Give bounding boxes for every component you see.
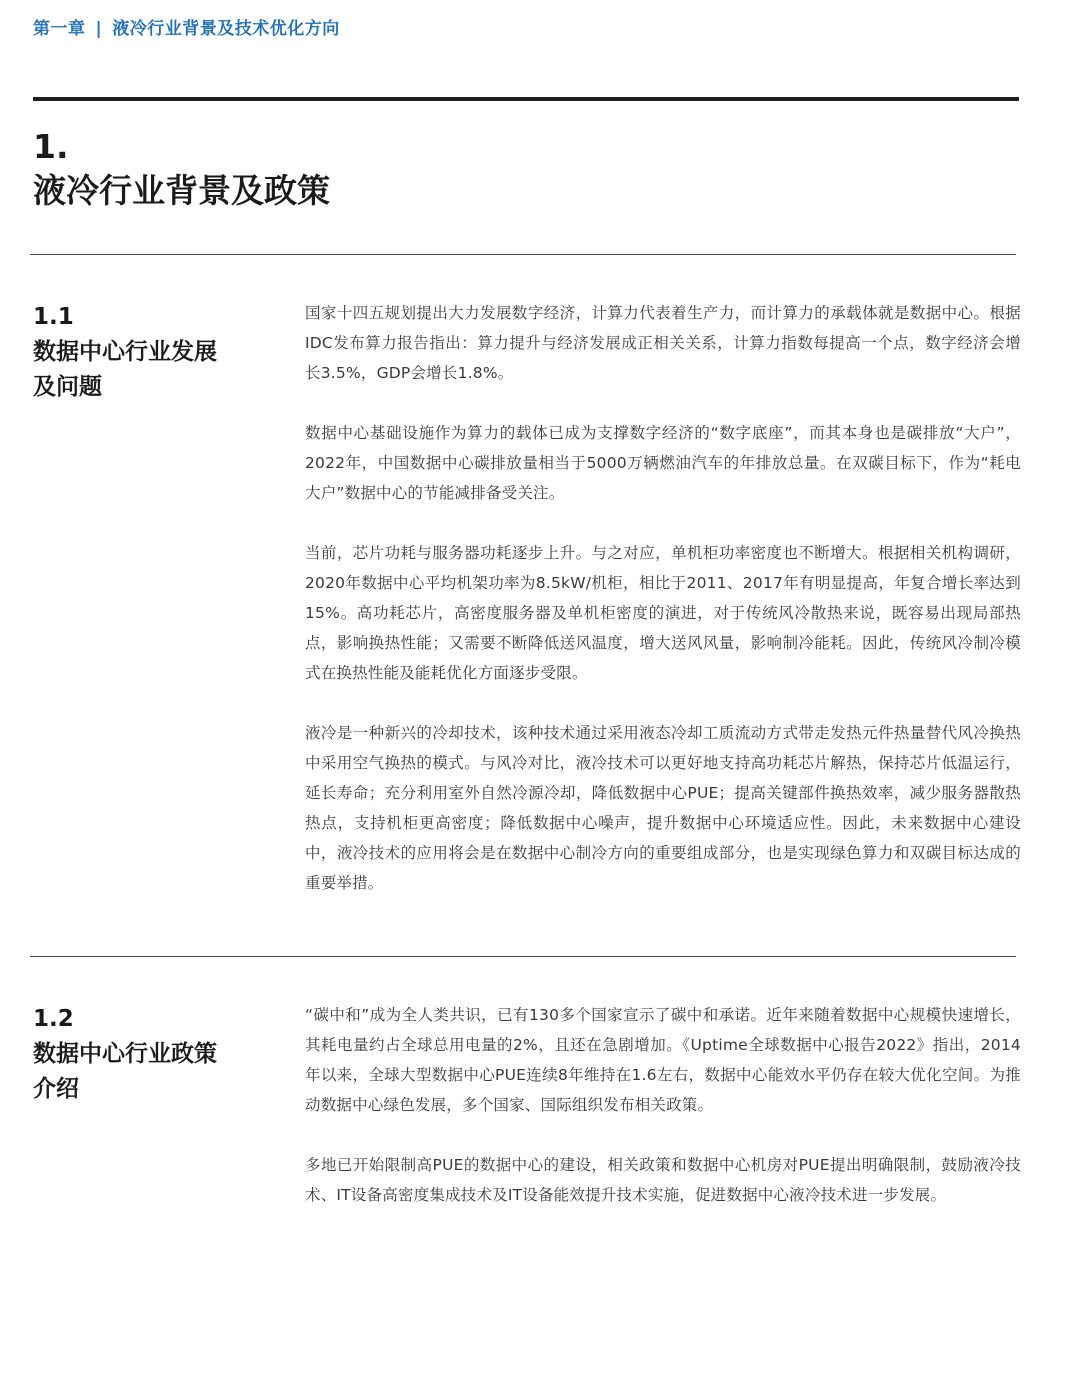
paragraph: 国家十四五规划提出大力发展数字经济，计算力代表着生产力，而计算力的承载体就是数据中心。根据IDC发布算力报告指出：算力提升与经济发展成正相关关系，计算力指数每提高一个点，数字经济会增长3.5%，GDP会增长1.8%。 [305,304,1021,382]
subsection-2-number: 1.2 [33,1006,74,1032]
subsection-1-body [305,298,1021,928]
subsection-2-heading [33,1002,273,1107]
section-number: 1. [33,127,69,166]
paragraph: 多地已开始限制高PUE的数据中心的建设，相关政策和数据中心机房对PUE提出明确限制，鼓励液冷技术、IT设备高密度集成技术及IT设备能效提升技术实施，促进数据中心液冷技术进一步发展。 [305,1156,1021,1204]
paragraph: “碳中和”成为全人类共识，已有130多个国家宣示了碳中和承诺。近年来随着数据中心规模快速增长，其耗电量约占全球总用电量的2%，且还在急剧增加。《Uptime全球数据中心报告2022》指出，2014年以来，全球大型数据中心PUE连续8年维持在1.6左右，数据中心能效水平仍存在较大优化空间。为推动数据中心绿色发展，多个国家、国际组织发布相关政策。 [305,1006,1021,1114]
paragraph: 数据中心基础设施作为算力的载体已成为支撑数字经济的“数字底座”，而其本身也是碳排放“大户”，2022年，中国数据中心碳排放量相当于5000万辆燃油汽车的年排放总量。在双碳目标下，作为“耗电大户”数据中心的节能减排备受关注。 [305,424,1021,502]
chapter-header [33,14,340,39]
section-heading [33,125,330,213]
subsection-2-body [305,1000,1021,1240]
section-divider-2 [30,956,1016,957]
subsection-2-title-line1: 数据中心行业政策 [33,1041,217,1067]
paragraph: 液冷是一种新兴的冷却技术，该种技术通过采用液态冷却工质流动方式带走发热元件热量替代风冷换热中采用空气换热的模式。与风冷对比，液冷技术可以更好地支持高功耗芯片解热，保持芯片低温运行，延长寿命；充分利用室外自然冷源冷却，降低数据中心PUE；提高关键部件换热效率，减少服务器散热热点，支持机柜更高密度；降低数据中心噪声，提升数据中心环境适应性。因此，未来数据中心建设中，液冷技术的应用将会是在数据中心制冷方向的重要组成部分，也是实现绿色算力和双碳目标达成的重要举措。 [305,724,1021,892]
chapter-title: 液冷行业背景及技术优化方向 [112,19,340,39]
section-title: 液冷行业背景及政策 [33,171,330,210]
subsection-1-number: 1.1 [33,304,74,330]
subsection-2-title-line2: 介绍 [33,1076,79,1102]
header-separator: | [95,19,103,39]
chapter-label: 第一章 [33,19,86,39]
subsection-1-heading [33,300,273,405]
section-divider-1 [30,254,1016,255]
top-divider [33,97,1019,101]
subsection-1-title-line1: 数据中心行业发展 [33,339,217,365]
paragraph: 当前，芯片功耗与服务器功耗逐步上升。与之对应，单机柜功率密度也不断增大。根据相关机构调研，2020年数据中心平均机架功率为8.5kW/机柜，相比于2011、2017年有明显提高，年复合增长率达到15%。高功耗芯片，高密度服务器及单机柜密度的演进，对于传统风冷散热来说，既容易出现局部热点，影响换热性能；又需要不断降低送风温度，增大送风风量，影响制冷能耗。因此，传统风冷制冷模式在换热性能及能耗优化方面逐步受限。 [305,544,1021,682]
subsection-1-title-line2: 及问题 [33,374,102,400]
